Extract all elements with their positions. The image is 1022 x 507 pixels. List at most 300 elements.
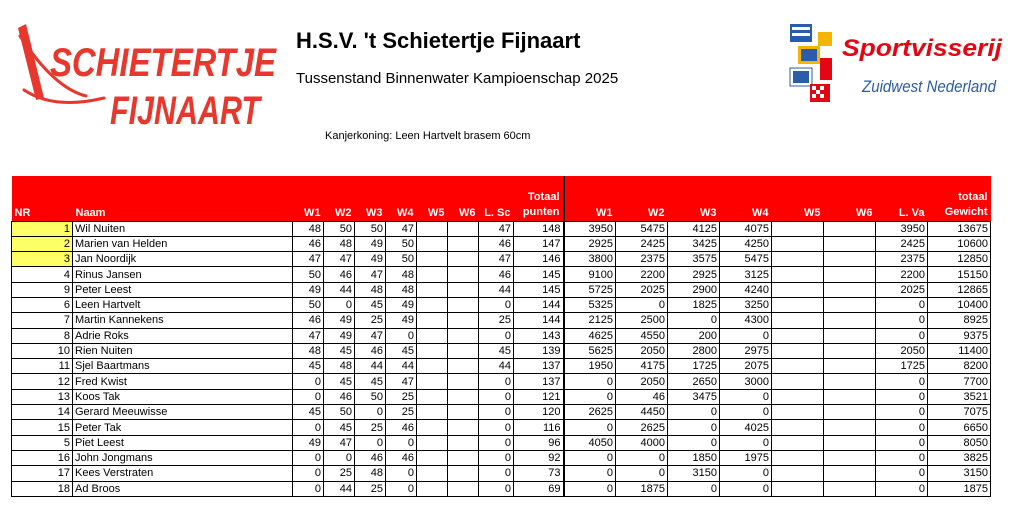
cell-gewicht-w5	[772, 313, 824, 328]
cell-pos: 11	[12, 359, 73, 374]
cell-totaal-punten: 146	[514, 252, 564, 267]
cell-points-w4: 0	[386, 481, 417, 496]
cell-pos: 1	[12, 221, 73, 236]
cell-pos: 8	[12, 328, 73, 343]
cell-gewicht-w2: 0	[616, 466, 668, 481]
cell-gewicht-w1: 5625	[564, 343, 616, 358]
cell-points-w1: 49	[293, 282, 324, 297]
cell-gewicht-w4: 0	[720, 389, 772, 404]
cell-gewicht-w6	[824, 328, 876, 343]
cell-points-w3: 48	[355, 282, 386, 297]
cell-points-w5	[417, 297, 448, 312]
cell-gewicht-w6	[824, 221, 876, 236]
cell-points-w1: 46	[293, 313, 324, 328]
cell-gewicht-w3: 1825	[668, 297, 720, 312]
cell-pos: 15	[12, 420, 73, 435]
cell-totaal-punten: 92	[514, 450, 564, 465]
cell-gewicht-w5	[772, 282, 824, 297]
cell-gewicht-w3: 2925	[668, 267, 720, 282]
cell-points-w5	[417, 343, 448, 358]
cell-points-w5	[417, 252, 448, 267]
cell-gewicht-w6	[824, 435, 876, 450]
cell-points-w1: 0	[293, 466, 324, 481]
cell-points-w3: 47	[355, 328, 386, 343]
cell-gewicht-w5	[772, 359, 824, 374]
cell-gewicht-w1: 4625	[564, 328, 616, 343]
cell-points-w3: 45	[355, 374, 386, 389]
table-row	[12, 236, 991, 251]
col-w6: W6	[448, 176, 479, 221]
cell-gewicht-w3: 3425	[668, 236, 720, 251]
cell-lsc: 0	[479, 405, 514, 420]
cell-points-w2: 0	[324, 297, 355, 312]
table-row	[12, 328, 991, 343]
col-gw4: W4	[720, 176, 772, 221]
cell-points-w6	[448, 297, 479, 312]
cell-points-w1: 47	[293, 252, 324, 267]
cell-lva: 1725	[876, 359, 928, 374]
cell-totaal-gewicht: 11400	[928, 343, 991, 358]
cell-points-w1: 48	[293, 343, 324, 358]
cell-gewicht-w1: 0	[564, 420, 616, 435]
cell-gewicht-w6	[824, 466, 876, 481]
cell-points-w6	[448, 435, 479, 450]
cell-points-w6	[448, 389, 479, 404]
table-row	[12, 466, 991, 481]
cell-points-w6	[448, 282, 479, 297]
cell-pos: 12	[12, 374, 73, 389]
cell-gewicht-w1: 9100	[564, 267, 616, 282]
cell-points-w4: 50	[386, 252, 417, 267]
cell-gewicht-w4: 3250	[720, 297, 772, 312]
cell-pos: 17	[12, 466, 73, 481]
cell-totaal-gewicht: 1875	[928, 481, 991, 496]
cell-gewicht-w5	[772, 236, 824, 251]
cell-name: Martin Kannekens	[73, 313, 293, 328]
cell-points-w1: 50	[293, 267, 324, 282]
cell-name: Gerard Meeuwisse	[73, 405, 293, 420]
cell-points-w2: 50	[324, 405, 355, 420]
cell-gewicht-w1: 4050	[564, 435, 616, 450]
cell-gewicht-w4: 2075	[720, 359, 772, 374]
cell-gewicht-w3: 2650	[668, 374, 720, 389]
cell-points-w3: 46	[355, 450, 386, 465]
cell-points-w6	[448, 450, 479, 465]
cell-gewicht-w6	[824, 389, 876, 404]
cell-gewicht-w4: 0	[720, 435, 772, 450]
cell-name: Adrie Roks	[73, 328, 293, 343]
cell-totaal-punten: 143	[514, 328, 564, 343]
cell-points-w2: 47	[324, 435, 355, 450]
cell-points-w5	[417, 481, 448, 496]
col-lva: L. Va	[876, 176, 928, 221]
cell-lsc: 47	[479, 252, 514, 267]
table-row	[12, 282, 991, 297]
cell-pos: 7	[12, 313, 73, 328]
cell-lsc: 44	[479, 282, 514, 297]
cell-points-w5	[417, 405, 448, 420]
cell-points-w6	[448, 374, 479, 389]
cell-gewicht-w1: 3800	[564, 252, 616, 267]
cell-points-w3: 46	[355, 343, 386, 358]
logo-line2: FIJNAART	[110, 89, 263, 133]
cell-totaal-punten: 144	[514, 297, 564, 312]
cell-gewicht-w5	[772, 435, 824, 450]
cell-name: Leen Hartvelt	[73, 297, 293, 312]
cell-gewicht-w3: 0	[668, 313, 720, 328]
cell-gewicht-w4: 0	[720, 405, 772, 420]
cell-points-w3: 50	[355, 389, 386, 404]
cell-gewicht-w3: 3150	[668, 466, 720, 481]
col-gw6: W6	[824, 176, 876, 221]
col-gw1: W1	[564, 176, 616, 221]
cell-name: Wil Nuiten	[73, 221, 293, 236]
cell-totaal-punten: 144	[514, 313, 564, 328]
cell-gewicht-w5	[772, 481, 824, 496]
cell-name: Marien van Helden	[73, 236, 293, 251]
cell-name: Sjel Baartmans	[73, 359, 293, 374]
cell-gewicht-w3: 4125	[668, 221, 720, 236]
cell-gewicht-w6	[824, 252, 876, 267]
cell-totaal-punten: 145	[514, 282, 564, 297]
cell-name: John Jongmans	[73, 450, 293, 465]
cell-name: Peter Tak	[73, 420, 293, 435]
cell-gewicht-w3: 1725	[668, 359, 720, 374]
cell-gewicht-w4: 4025	[720, 420, 772, 435]
cell-points-w2: 46	[324, 267, 355, 282]
cell-points-w4: 50	[386, 236, 417, 251]
cell-points-w3: 25	[355, 420, 386, 435]
cell-gewicht-w6	[824, 405, 876, 420]
cell-lsc: 0	[479, 466, 514, 481]
cell-points-w3: 25	[355, 481, 386, 496]
cell-gewicht-w6	[824, 282, 876, 297]
cell-points-w4: 44	[386, 359, 417, 374]
cell-points-w6	[448, 313, 479, 328]
col-lsc: L. Sc	[479, 176, 514, 221]
cell-gewicht-w2: 2625	[616, 420, 668, 435]
cell-gewicht-w3: 0	[668, 420, 720, 435]
cell-gewicht-w5	[772, 328, 824, 343]
cell-gewicht-w6	[824, 343, 876, 358]
cell-points-w1: 0	[293, 481, 324, 496]
cell-points-w2: 45	[324, 343, 355, 358]
cell-gewicht-w4: 2975	[720, 343, 772, 358]
cell-pos: 5	[12, 435, 73, 450]
cell-totaal-punten: 139	[514, 343, 564, 358]
cell-gewicht-w3: 2800	[668, 343, 720, 358]
cell-points-w4: 25	[386, 389, 417, 404]
cell-totaal-punten: 69	[514, 481, 564, 496]
cell-name: Koos Tak	[73, 389, 293, 404]
table-row	[12, 267, 991, 282]
page-title: H.S.V. 't Schietertje Fijnaart	[296, 28, 581, 53]
cell-points-w1: 49	[293, 435, 324, 450]
cell-gewicht-w2: 4000	[616, 435, 668, 450]
cell-gewicht-w5	[772, 374, 824, 389]
cell-points-w5	[417, 267, 448, 282]
col-naam: Naam	[73, 176, 293, 221]
cell-gewicht-w5	[772, 450, 824, 465]
cell-name: Kees Verstraten	[73, 466, 293, 481]
cell-gewicht-w6	[824, 359, 876, 374]
cell-points-w3: 47	[355, 267, 386, 282]
col-gw2: W2	[616, 176, 668, 221]
cell-lva: 2025	[876, 282, 928, 297]
cell-lsc: 25	[479, 313, 514, 328]
cell-gewicht-w6	[824, 313, 876, 328]
cell-points-w6	[448, 252, 479, 267]
cell-gewicht-w1: 1950	[564, 359, 616, 374]
cell-gewicht-w2: 2025	[616, 282, 668, 297]
cell-points-w5	[417, 236, 448, 251]
cell-gewicht-w2: 2425	[616, 236, 668, 251]
cell-points-w6	[448, 267, 479, 282]
cell-points-w6	[448, 221, 479, 236]
cell-totaal-punten: 96	[514, 435, 564, 450]
cell-lsc: 0	[479, 328, 514, 343]
cell-totaal-punten: 148	[514, 221, 564, 236]
cell-pos: 16	[12, 450, 73, 465]
table-row	[12, 420, 991, 435]
cell-totaal-punten: 147	[514, 236, 564, 251]
logo-line1: SCHIETERTJE	[50, 41, 278, 85]
cell-gewicht-w1: 0	[564, 450, 616, 465]
cell-lsc: 0	[479, 374, 514, 389]
cell-points-w5	[417, 435, 448, 450]
cell-lva: 2200	[876, 267, 928, 282]
cell-gewicht-w2: 0	[616, 450, 668, 465]
cell-name: Ad Broos	[73, 481, 293, 496]
cell-lsc: 0	[479, 389, 514, 404]
cell-gewicht-w3: 0	[668, 481, 720, 496]
cell-gewicht-w6	[824, 297, 876, 312]
cell-points-w3: 45	[355, 297, 386, 312]
cell-gewicht-w6	[824, 374, 876, 389]
cell-pos: 6	[12, 297, 73, 312]
cell-points-w5	[417, 420, 448, 435]
cell-gewicht-w1: 5725	[564, 282, 616, 297]
kanjerkoning-note: Kanjerkoning: Leen Hartvelt brasem 60cm	[325, 130, 531, 142]
cell-totaal-punten: 73	[514, 466, 564, 481]
cell-lsc: 45	[479, 343, 514, 358]
cell-gewicht-w1: 0	[564, 389, 616, 404]
cell-gewicht-w1: 2125	[564, 313, 616, 328]
cell-gewicht-w1: 0	[564, 466, 616, 481]
cell-lva: 0	[876, 313, 928, 328]
cell-points-w4: 46	[386, 420, 417, 435]
cell-pos: 13	[12, 389, 73, 404]
cell-totaal-gewicht: 15150	[928, 267, 991, 282]
cell-points-w4: 49	[386, 297, 417, 312]
cell-totaal-punten: 137	[514, 374, 564, 389]
cell-lva: 2050	[876, 343, 928, 358]
cell-lsc: 0	[479, 420, 514, 435]
cell-totaal-punten: 120	[514, 405, 564, 420]
cell-points-w1: 45	[293, 359, 324, 374]
cell-lsc: 46	[479, 267, 514, 282]
cell-gewicht-w4: 4250	[720, 236, 772, 251]
cell-totaal-gewicht: 6650	[928, 420, 991, 435]
cell-gewicht-w4: 3000	[720, 374, 772, 389]
cell-gewicht-w4: 4300	[720, 313, 772, 328]
cell-points-w5	[417, 221, 448, 236]
table-row	[12, 435, 991, 450]
cell-points-w5	[417, 450, 448, 465]
cell-gewicht-w4: 3125	[720, 267, 772, 282]
cell-gewicht-w5	[772, 420, 824, 435]
cell-lva: 0	[876, 405, 928, 420]
cell-points-w3: 44	[355, 359, 386, 374]
cell-points-w4: 25	[386, 405, 417, 420]
cell-points-w2: 44	[324, 481, 355, 496]
cell-gewicht-w4: 0	[720, 328, 772, 343]
cell-totaal-gewicht: 8050	[928, 435, 991, 450]
cell-points-w4: 0	[386, 466, 417, 481]
cell-gewicht-w2: 1875	[616, 481, 668, 496]
cell-totaal-gewicht: 12865	[928, 282, 991, 297]
table-row	[12, 359, 991, 374]
cell-lsc: 46	[479, 236, 514, 251]
cell-pos: 3	[12, 252, 73, 267]
cell-gewicht-w4: 0	[720, 466, 772, 481]
cell-lva: 2375	[876, 252, 928, 267]
brand-region: Zuidwest Nederland	[861, 77, 997, 96]
cell-pos: 9	[12, 282, 73, 297]
table-row	[12, 343, 991, 358]
cell-gewicht-w2: 46	[616, 389, 668, 404]
cell-pos: 18	[12, 481, 73, 496]
cell-gewicht-w2: 2500	[616, 313, 668, 328]
cell-lva: 0	[876, 374, 928, 389]
cell-gewicht-w3: 0	[668, 405, 720, 420]
cell-gewicht-w1: 0	[564, 481, 616, 496]
cell-gewicht-w6	[824, 236, 876, 251]
cell-gewicht-w3: 2900	[668, 282, 720, 297]
cell-totaal-gewicht: 8925	[928, 313, 991, 328]
cell-lva: 0	[876, 328, 928, 343]
cell-lva: 3950	[876, 221, 928, 236]
cell-gewicht-w6	[824, 481, 876, 496]
cell-gewicht-w4: 1975	[720, 450, 772, 465]
cell-totaal-gewicht: 13675	[928, 221, 991, 236]
cell-points-w4: 0	[386, 435, 417, 450]
cell-totaal-punten: 137	[514, 359, 564, 374]
table-row	[12, 374, 991, 389]
cell-points-w6	[448, 359, 479, 374]
cell-gewicht-w6	[824, 450, 876, 465]
cell-lsc: 0	[479, 297, 514, 312]
cell-points-w1: 0	[293, 389, 324, 404]
cell-pos: 2	[12, 236, 73, 251]
cell-name: Peter Leest	[73, 282, 293, 297]
table-row	[12, 481, 991, 496]
cell-lva: 0	[876, 297, 928, 312]
cell-lva: 0	[876, 450, 928, 465]
table-row	[12, 405, 991, 420]
cell-pos: 4	[12, 267, 73, 282]
cell-gewicht-w1: 0	[564, 374, 616, 389]
cell-gewicht-w3: 1850	[668, 450, 720, 465]
cell-totaal-gewicht: 8200	[928, 359, 991, 374]
table-row	[12, 252, 991, 267]
col-w4: W4	[386, 176, 417, 221]
cell-points-w1: 0	[293, 374, 324, 389]
cell-points-w1: 47	[293, 328, 324, 343]
cell-points-w5	[417, 374, 448, 389]
cell-gewicht-w5	[772, 267, 824, 282]
cell-points-w2: 25	[324, 466, 355, 481]
table-row	[12, 297, 991, 312]
cell-gewicht-w5	[772, 221, 824, 236]
cell-gewicht-w5	[772, 405, 824, 420]
cell-points-w5	[417, 313, 448, 328]
cell-points-w3: 0	[355, 435, 386, 450]
cell-totaal-gewicht: 9375	[928, 328, 991, 343]
cell-gewicht-w1: 3950	[564, 221, 616, 236]
cell-name: Jan Noordijk	[73, 252, 293, 267]
cell-points-w2: 46	[324, 389, 355, 404]
cell-points-w3: 49	[355, 252, 386, 267]
table-row	[12, 389, 991, 404]
cell-points-w3: 49	[355, 236, 386, 251]
cell-gewicht-w6	[824, 420, 876, 435]
cell-lva: 2425	[876, 236, 928, 251]
col-totaal-gewicht: totaal Gewicht	[928, 176, 991, 221]
cell-gewicht-w2: 4550	[616, 328, 668, 343]
cell-gewicht-w4: 5475	[720, 252, 772, 267]
col-gw3: W3	[668, 176, 720, 221]
col-w5: W5	[417, 176, 448, 221]
col-gw5: W5	[772, 176, 824, 221]
cell-points-w4: 46	[386, 450, 417, 465]
cell-totaal-gewicht: 12850	[928, 252, 991, 267]
cell-lsc: 0	[479, 450, 514, 465]
province-flags-icon	[790, 24, 832, 102]
cell-points-w3: 50	[355, 221, 386, 236]
cell-gewicht-w2: 2375	[616, 252, 668, 267]
col-w3: W3	[355, 176, 386, 221]
cell-points-w6	[448, 405, 479, 420]
cell-totaal-gewicht: 3150	[928, 466, 991, 481]
cell-gewicht-w5	[772, 466, 824, 481]
cell-points-w6	[448, 420, 479, 435]
standings-table	[11, 176, 991, 497]
cell-lva: 0	[876, 435, 928, 450]
cell-name: Piet Leest	[73, 435, 293, 450]
cell-pos: 10	[12, 343, 73, 358]
cell-gewicht-w2: 2200	[616, 267, 668, 282]
cell-lsc: 47	[479, 221, 514, 236]
cell-gewicht-w3: 3575	[668, 252, 720, 267]
cell-pos: 14	[12, 405, 73, 420]
brand-name: Sportvisserij	[842, 35, 1004, 62]
cell-points-w2: 48	[324, 236, 355, 251]
cell-name: Rinus Jansen	[73, 267, 293, 282]
page-subtitle: Tussenstand Binnenwater Kampioenschap 2025	[296, 70, 619, 87]
cell-totaal-gewicht: 3521	[928, 389, 991, 404]
cell-lva: 0	[876, 481, 928, 496]
cell-gewicht-w4: 0	[720, 481, 772, 496]
cell-points-w4: 47	[386, 221, 417, 236]
cell-points-w1: 48	[293, 221, 324, 236]
cell-gewicht-w4: 4075	[720, 221, 772, 236]
table-header-row	[12, 176, 991, 221]
table-row	[12, 313, 991, 328]
cell-points-w3: 0	[355, 405, 386, 420]
cell-gewicht-w1: 5325	[564, 297, 616, 312]
col-w2: W2	[324, 176, 355, 221]
